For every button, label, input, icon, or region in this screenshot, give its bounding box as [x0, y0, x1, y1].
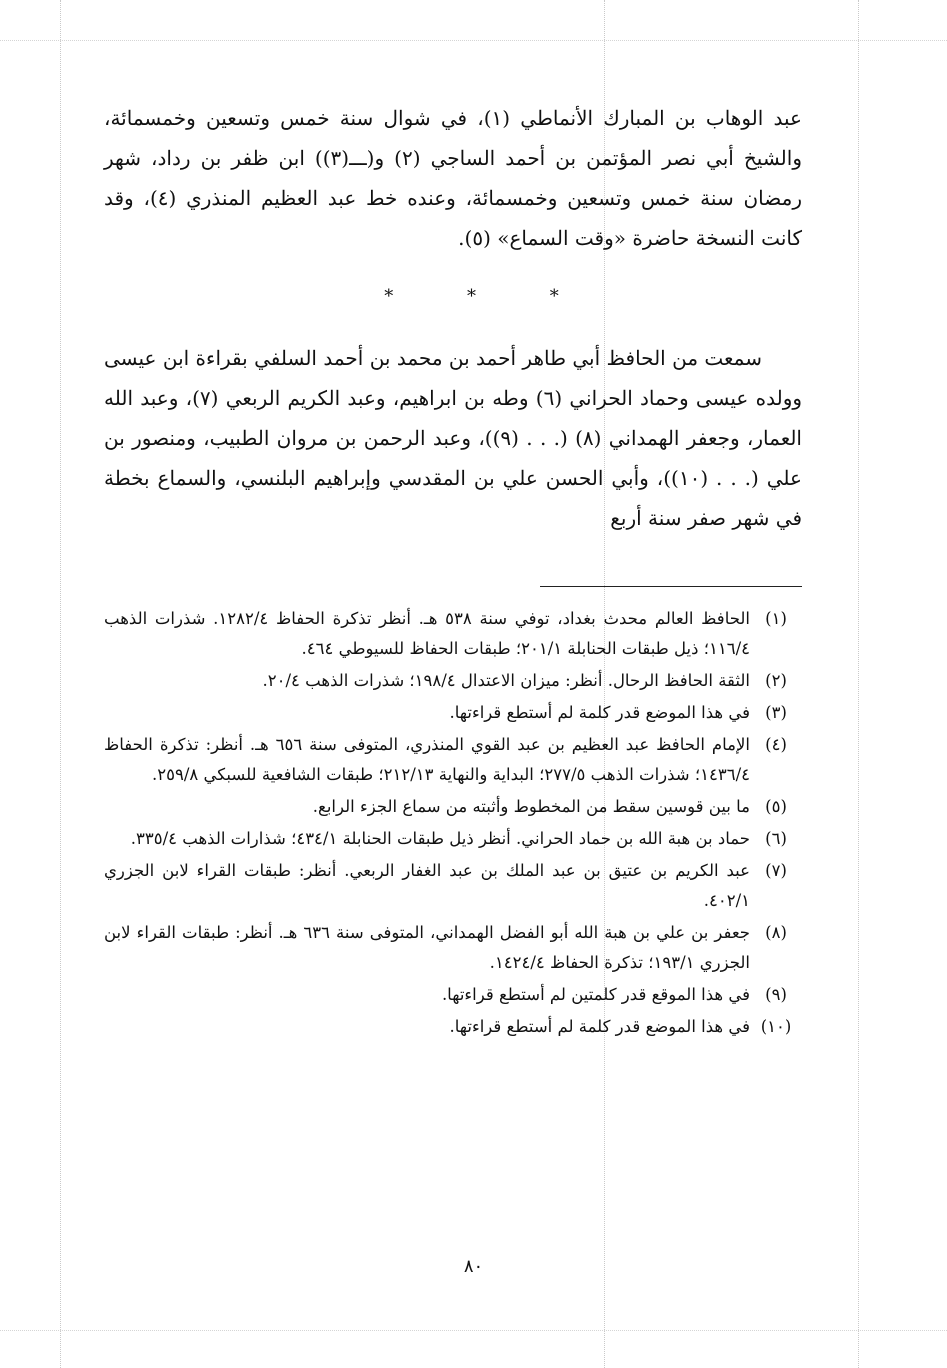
scan-guide-line — [60, 0, 61, 1368]
footnote-rule — [540, 586, 802, 587]
footnote — [104, 980, 802, 1010]
scan-guide-line — [0, 1330, 947, 1331]
paragraph-text: عبد الوهاب بن المبارك الأنماطي (١)، في شوال سنة خمس وتسعين وخمسمائة، والشيخ أبي نصر المؤتمن بن أحمد الساجي (٢) و(ـــ(٣)) ابن ظفر بن رداد، شهر رمضان سنة خمس وتسعين وخمسمائة، وعنده خط عبد العظيم المنذري (٤)، وقد كانت النسخة حاضرة «وقت السماع» (٥). — [104, 106, 802, 250]
footnote-number: (٨) — [765, 923, 787, 942]
footnote-text: جعفر بن علي بن هبة الله أبو الفضل الهمداني، المتوفى سنة ٦٣٦ هـ. أنظر: طبقات القراء لابن الجزري ١٩٣/١؛ تذكرة الحفاظ ١٤٢٤/٤. — [104, 923, 750, 972]
main-paragraph — [104, 98, 802, 258]
footnote — [104, 604, 802, 664]
scan-guide-line — [858, 0, 859, 1368]
footnote-text: ما بين قوسين سقط من المخطوط وأثبته من سماع الجزء الرابع. — [312, 797, 750, 816]
footnote-number: (٧) — [765, 861, 787, 880]
footnote-text: الثقة الحافظ الرحال. أنظر: ميزان الاعتدال ١٩٨/٤؛ شذرات الذهب ٢٠/٤. — [262, 671, 750, 690]
footnote-number: (٥) — [765, 797, 787, 816]
footnote-number: (١) — [765, 609, 787, 628]
footnote-number: (٦) — [765, 829, 787, 848]
footnote — [104, 730, 802, 790]
footnote-number: (٤) — [765, 735, 787, 754]
footnote-text: الحافظ العالم محدث بغداد، توفي سنة ٥٣٨ هـ. أنظر تذكرة الحفاظ ١٢٨٢/٤. شذرات الذهب ١١٦/٤؛ ذيل طبقات الحنابلة ٢٠١/١؛ طبقات الحفاظ للسيوطي ٤٦٤. — [104, 609, 750, 658]
main-paragraph — [104, 338, 802, 538]
footnote-number: (٢) — [765, 671, 787, 690]
footnote-number: (١٠) — [760, 1017, 792, 1036]
footnote-text: في هذا الموقع قدر كلمتين لم أستطع قراءتها. — [441, 985, 750, 1004]
footnote — [104, 824, 802, 854]
scan-guide-line — [0, 40, 947, 41]
footnote-text: الإمام الحافظ عبد العظيم بن عبد القوي المنذري، المتوفى سنة ٦٥٦ هـ. أنظر: تذكرة الحفاظ ١٤٣٦/٤؛ شذرات الذهب ٢٧٧/٥؛ البداية والنهاية ٢١٢/١٣؛ طبقات الشافعية للسبكي ٢٥٩/٨. — [104, 735, 750, 784]
footnote-text: عبد الكريم بن عتيق بن عبد الملك بن عبد الغفار الربعي. أنظر: طبقات القراء لابن الجزري ٤٠٢/١. — [104, 861, 750, 910]
paragraph-text: سمعت من الحافظ أبي طاهر أحمد بن محمد بن أحمد السلفي بقراءة ابن عيسى وولده عيسى وحماد الحراني (٦) وطه بن ابراهيم، وعبد الكريم الربعي (٧)، وعبد الله العمار، وجعفر الهمداني (٨) (. . . (٩))، وعبد الرحمن بن مروان الطبيب، ومنصور بن علي (. . . (١٠))، وأبي الحسن علي بن المقدسي وإبراهيم البلنسي، والسماع بخطة في شهر صفر سنة أربع — [104, 346, 803, 530]
footnote-number: (٩) — [765, 985, 787, 1004]
footnote — [104, 698, 802, 728]
footnote-text: في هذا الموضع قدر كلمة لم أستطع قراءتها. — [449, 703, 750, 722]
footnote — [104, 792, 802, 822]
footnote — [104, 1012, 802, 1042]
footnote-number: (٣) — [765, 703, 787, 722]
page-number: ٨٠ — [463, 1256, 484, 1277]
footnote-text: حماد بن هبة الله بن حماد الحراني. أنظر ذيل طبقات الحنابلة ٤٣٤/١؛ شذارات الذهب ٣٣٥/٤. — [130, 829, 750, 848]
section-separator: * * * — [384, 286, 593, 307]
footnotes-section — [104, 604, 802, 1044]
footnote — [104, 918, 802, 978]
footnote — [104, 666, 802, 696]
footnote-text: في هذا الموضع قدر كلمة لم أستطع قراءتها. — [449, 1017, 750, 1036]
footnote — [104, 856, 802, 916]
